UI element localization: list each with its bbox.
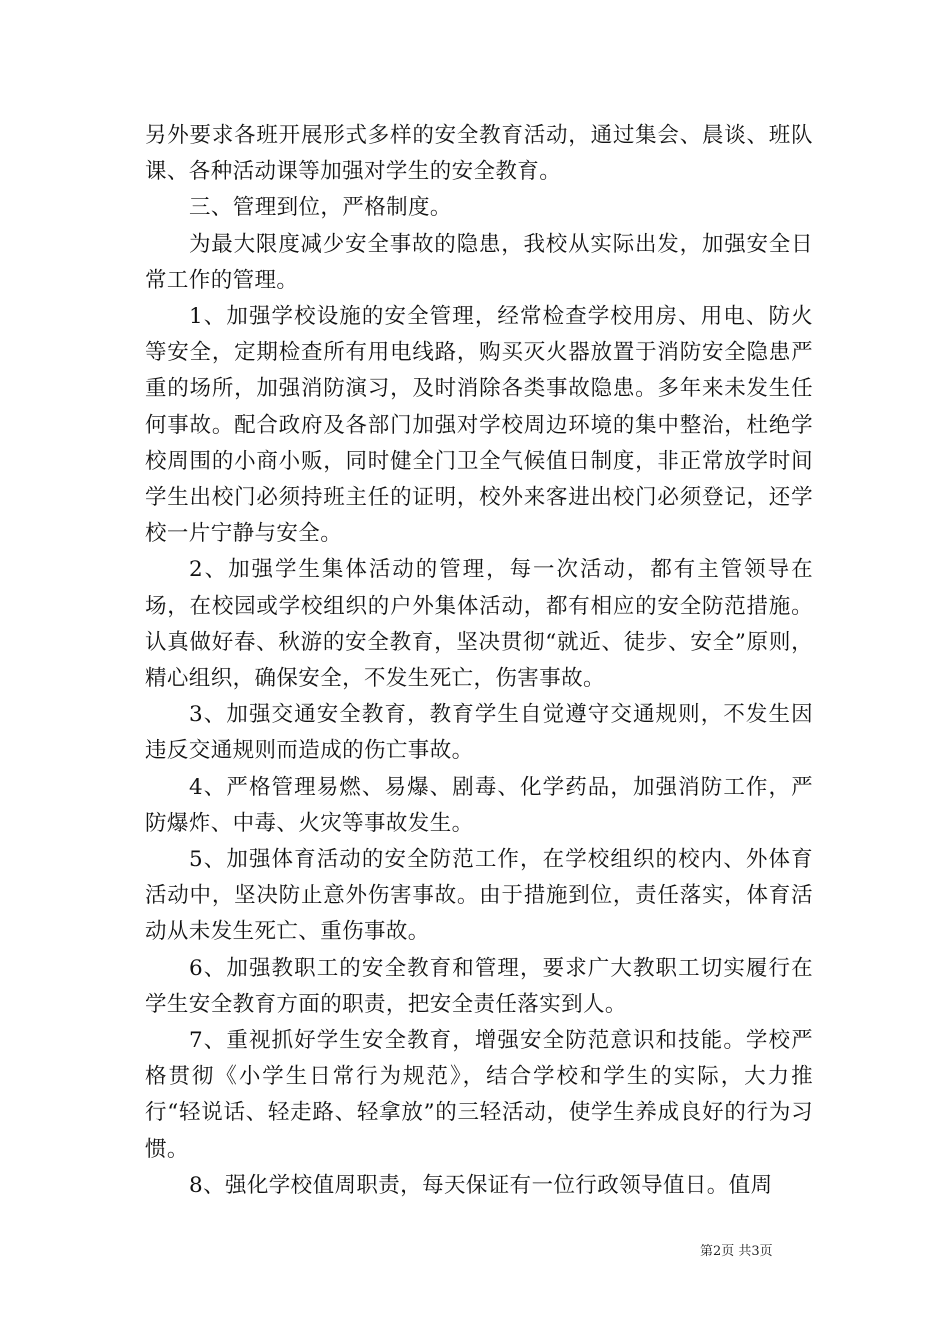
list-item-4: 4、严格管理易燃、易爆、剧毒、化学药品，加强消防工作，严防爆炸、中毒、火灾等事故发生。 [145, 774, 813, 836]
list-item-3: 3、加强交通安全教育，教育学生自觉遵守交通规则，不发生因违反交通规则而造成的伤亡事故。 [145, 702, 813, 764]
list-item-2: 2、加强学生集体活动的管理，每一次活动，都有主管领导在场，在校园或学校组织的户外集体活动，都有相应的安全防范措施。认真做好春、秋游的安全教育，坚决贯彻“就近、徒步、安全”原则，精心组织，确保安全，不发生死亡，伤害事故。 [145, 557, 813, 692]
list-item-6: 6、加强教职工的安全教育和管理，要求广大教职工切实履行在学生安全教育方面的职责，把安全责任落实到人。 [145, 955, 813, 1017]
page-footer [700, 1244, 830, 1260]
list-item-8: 8、强化学校值周职责，每天保证有一位行政领导值日。值周 [189, 1172, 773, 1198]
section-heading-management: 三、管理到位，严格制度。 [189, 195, 452, 221]
list-item-1: 1、加强学校设施的安全管理，经常检查学校用房、用电、防火等安全，定期检查所有用电线路，购买灭火器放置于消防安全隐患严重的场所，加强消防演习，及时消除各类事故隐患。多年来未发生任何事故。配合政府及各部门加强对学校周边环境的集中整治，杜绝学校周围的小商小贩，同时健全门卫全气候值日制度，非正常放学时间学生出校门必须持班主任的证明，校外来客进出校门必须登记，还学校一片宁静与安全。 [145, 304, 813, 547]
list-item-5: 5、加强体育活动的安全防范工作，在学校组织的校内、外体育活动中，坚决防止意外伤害事故。由于措施到位，责任落实，体育活动从未发生死亡、重伤事故。 [145, 847, 813, 945]
page-number-label: 第2页 共3页 [700, 1244, 773, 1259]
paragraph-intro: 为最大限度减少安全事故的隐患，我校从实际出发，加强安全日常工作的管理。 [145, 231, 813, 293]
document-body [145, 118, 813, 1204]
paragraph-continuation: 另外要求各班开展形式多样的安全教育活动，通过集会、晨谈、班队课、各种活动课等加强对学生的安全教育。 [145, 123, 813, 185]
list-item-7: 7、重视抓好学生安全教育，增强安全防范意识和技能。学校严格贯彻《小学生日常行为规范》，结合学校和学生的实际，大力推行“轻说话、轻走路、轻拿放”的三轻活动，使学生养成良好的行为习惯。 [145, 1028, 813, 1162]
